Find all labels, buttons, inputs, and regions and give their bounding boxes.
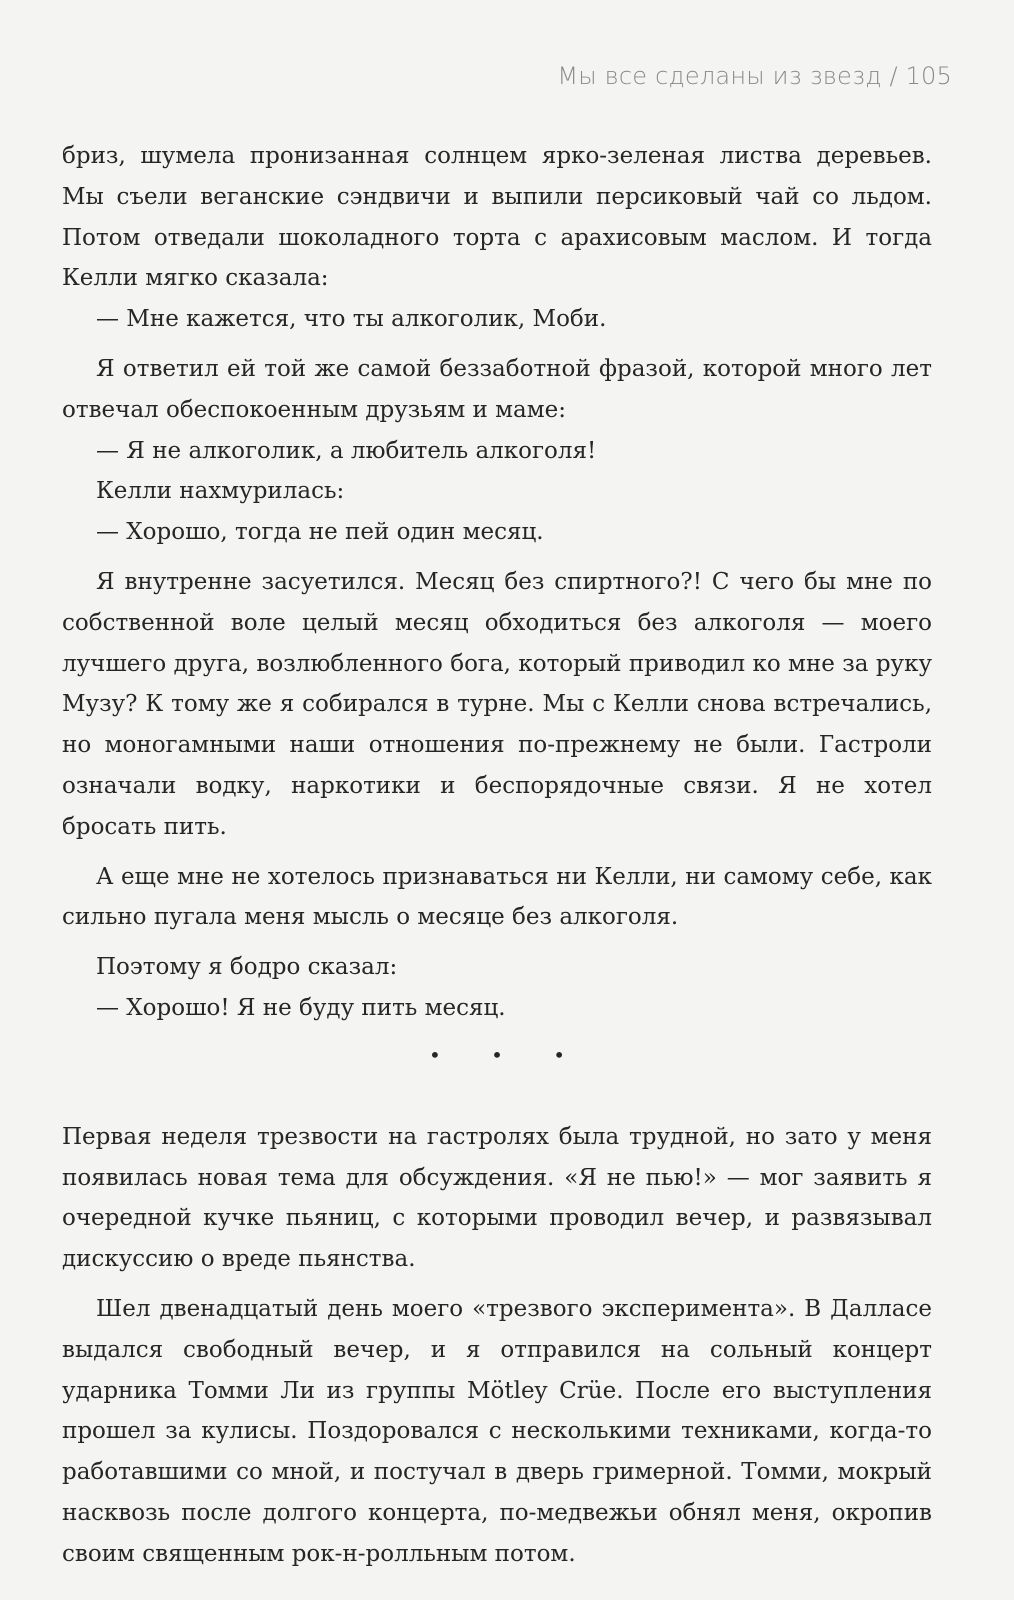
paragraph: Поэтому я бодро сказал: — [96, 954, 398, 981]
paragraph: Келли нахмурилась: — [96, 478, 345, 505]
paragraph: — Хорошо! Я не буду пить месяц. — [96, 994, 506, 1021]
section-separator: • • • — [428, 1043, 588, 1068]
paragraph: Первая неделя трезвости на гастролях была трудной, но зато у меня появилась новая тема для обсуждения. «Я не пью!» — мог заявить я очередной кучке пьяниц, с которыми проводил вечер, и развязывал дискуссию о вреде пьянства. — [62, 1123, 932, 1273]
body-text — [62, 136, 932, 1575]
paragraph: А еще мне не хотелось признаваться ни Келли, ни самому себе, как сильно пугала меня мысль о месяце без алкоголя. — [62, 863, 932, 931]
paragraph: — Мне кажется, что ты алкоголик, Моби. — [96, 306, 607, 333]
paragraph: Я внутренне засуетился. Месяц без спиртного?! С чего бы мне по собственной воле целый месяц обходиться без алкоголя — моего лучшего друга, возлюбленного бога, который приводил ко мне за руку Музу? К тому же я собирался в турне. Мы с Келли снова встречались, но моногамными наши отношения по-прежнему не были. Гастроли означали водку, наркотики и беспорядочные связи. Я не хотел бросать пить. — [62, 568, 932, 840]
paragraph: Я ответил ей той же самой беззаботной фразой, которой много лет отвечал обеспокоенным друзьям и маме: — [62, 355, 932, 423]
paragraph: Шел двенадцатый день моего «трезвого эксперимента». В Далласе выдался свободный вечер, и я отправился на сольный концерт ударника Томми Ли из группы Mötley Crüe. После его выступления прошел за кулисы. Поздоровался с несколькими техниками, когда-то работавшими со мной, и постучал в дверь гримерной. Томми, мокрый насквозь после долгого концерта, по-медвежьи обнял меня, окропив своим священным рок-н-ролльным потом. — [62, 1295, 932, 1567]
paragraph: — Я не алкоголик, а любитель алкоголя! — [96, 437, 597, 464]
running-head: Мы все сделаны из звезд / 105 — [557, 62, 952, 90]
paragraph: бриз, шумела пронизанная солнцем ярко-зеленая листва деревьев. Мы съели веганские сэндвичи и выпили персиковый чай со льдом. Потом отведали шоколадного торта с арахисовым маслом. И тогда Келли мягко сказала: — [62, 143, 932, 292]
paragraph: — Хорошо, тогда не пей один месяц. — [96, 519, 544, 546]
separator-spacing — [62, 1083, 932, 1117]
